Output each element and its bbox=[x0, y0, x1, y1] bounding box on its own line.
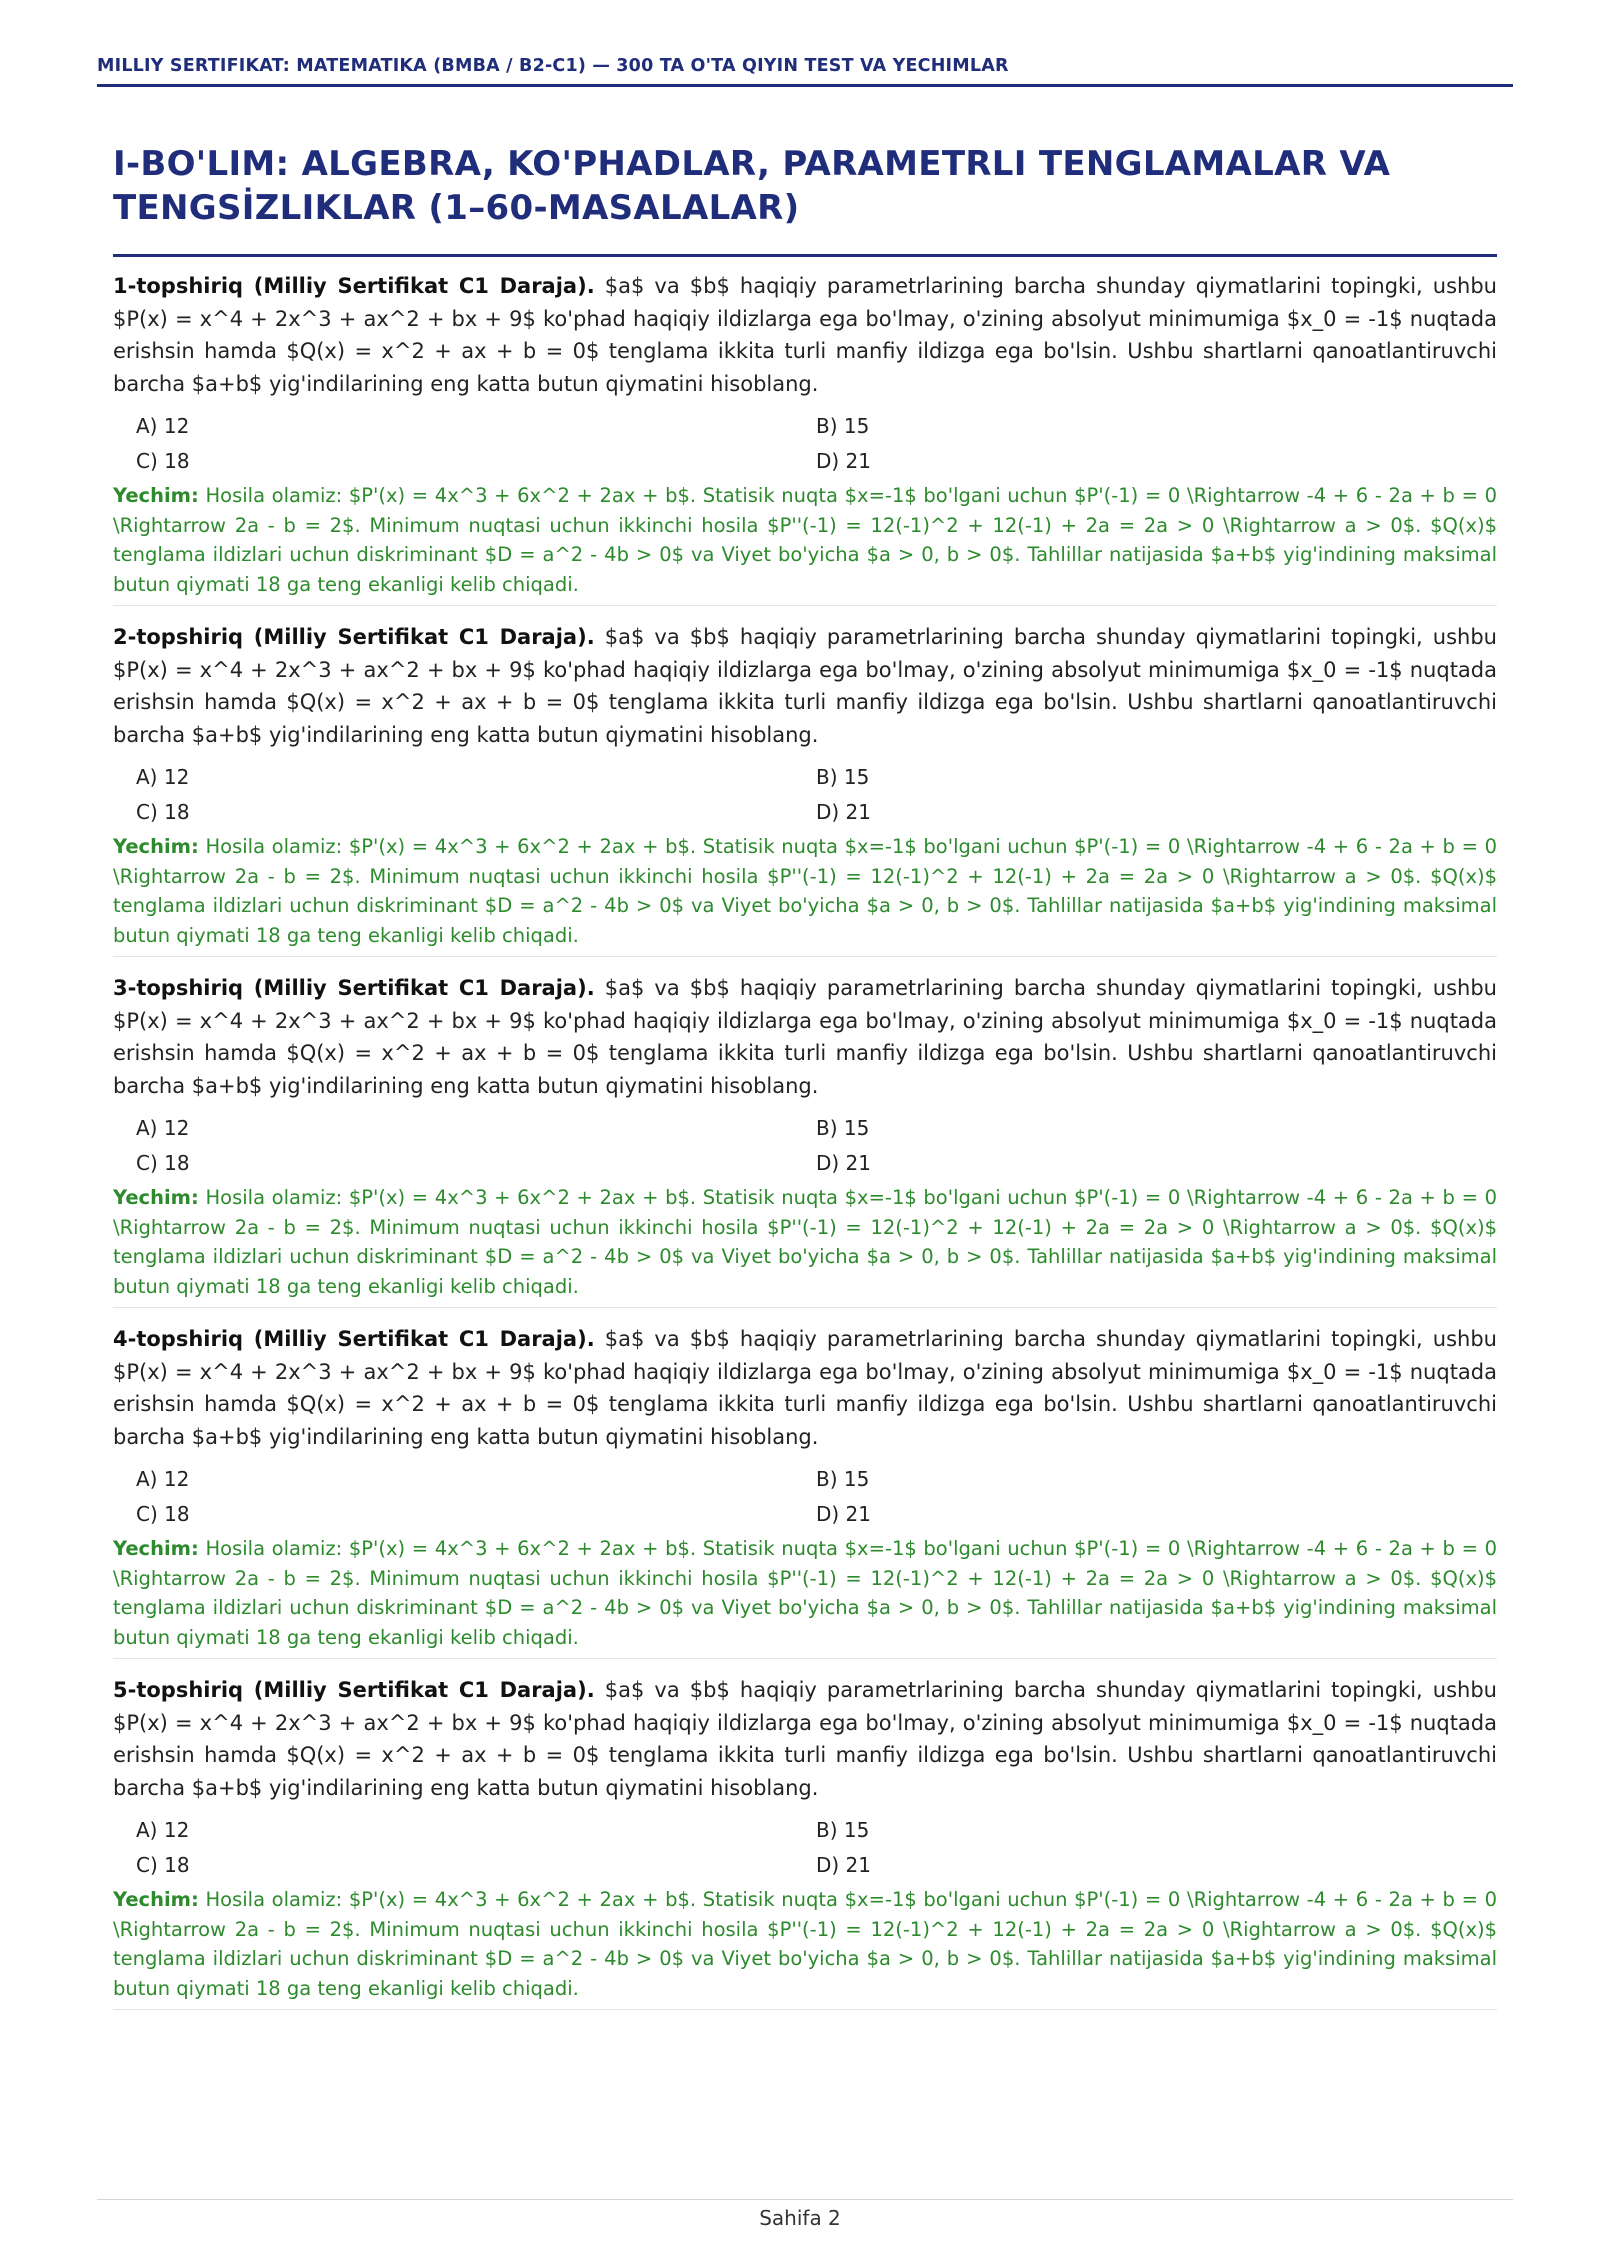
option-d: D) 21 bbox=[816, 1502, 872, 1526]
answer-options bbox=[136, 1111, 1497, 1181]
option-b: B) 15 bbox=[816, 1818, 870, 1842]
solution-text: Hosila olamiz: $P'(x) = 4x^3 + 6x^2 + 2ax + b$. Statisik nuqta $x=-1$ bo'lgani uchun $P'(-1) = 0 \Rightarrow -4 + 6 - 2a + b = 0 \Rightarrow 2a - b = 2$. Minimum nuqtasi uchun ikkinchi hosila $P''(-1) = 12(-1)^2 + 12(-1) + 2a = 2a > 0 \Rightarrow a > 0$. $Q(x)$ tenglama ildizlari uchun diskriminant $D = a^2 - 4b > 0$ va Viyet bo'yicha $a > 0, b > 0$. Tahlillar natijasida $a+b$ yig'indining maksimal butun qiymati 18 ga teng ekanligi kelib chiqadi. bbox=[113, 1186, 1498, 1298]
task-text: $a$ va $b$ haqiqiy parametrlarining barcha shunday qiymatlarini topingki, ushbu $P(x) = x^4 + 2x^3 + ax^2 + bx + 9$ ko'phad haqiqiy ildizlarga ega bo'lmay, o'zining absolyut minimumiga $x_0 = -1$ nuqtada erishsin hamda $Q(x) = x^2 + ax + b = 0$ tenglama ikkita turli manfiy ildizga ega bo'lsin. Ushbu shartlarni qanoatlantiruvchi barcha $a+b$ yig'indilarining eng katta butun qiymatini hisoblang. bbox=[113, 625, 1497, 747]
option-a: A) 12 bbox=[136, 765, 190, 789]
option-c: C) 18 bbox=[136, 1502, 190, 1526]
option-b: B) 15 bbox=[816, 765, 870, 789]
task-text: $a$ va $b$ haqiqiy parametrlarining barcha shunday qiymatlarini topingki, ushbu $P(x) = x^4 + 2x^3 + ax^2 + bx + 9$ ko'phad haqiqiy ildizlarga ega bo'lmay, o'zining absolyut minimumiga $x_0 = -1$ nuqtada erishsin hamda $Q(x) = x^2 + ax + b = 0$ tenglama ikkita turli manfiy ildizga ega bo'lsin. Ushbu shartlarni qanoatlantiruvchi barcha $a+b$ yig'indilarining eng katta butun qiymatini hisoblang. bbox=[113, 274, 1497, 396]
section-divider bbox=[113, 254, 1497, 257]
section-title: I-BO'LIM: ALGEBRA, KO'PHADLAR, PARAMETRLI TENGLAMALAR VA TENGSİZLIKLAR (1–60-MASALALAR) bbox=[113, 144, 1391, 228]
task-block bbox=[113, 1323, 1497, 1659]
task-statement bbox=[113, 972, 1497, 1102]
task-title: 4-topshiriq (Milliy Sertifikat C1 Daraja). bbox=[113, 1327, 595, 1351]
answer-options bbox=[136, 1813, 1497, 1883]
task-statement bbox=[113, 1674, 1497, 1804]
task-block bbox=[113, 621, 1497, 957]
option-b: B) 15 bbox=[816, 1467, 870, 1491]
page-header-title: MILLIY SERTIFIKAT: MATEMATIKA (BMBA / B2-C1) — 300 TA O'TA QIYIN TEST VA YECHIMLAR bbox=[97, 56, 1009, 76]
option-a: A) 12 bbox=[136, 1467, 190, 1491]
footer-divider bbox=[97, 2199, 1513, 2200]
task-text: $a$ va $b$ haqiqiy parametrlarining barcha shunday qiymatlarini topingki, ushbu $P(x) = x^4 + 2x^3 + ax^2 + bx + 9$ ko'phad haqiqiy ildizlarga ega bo'lmay, o'zining absolyut minimumiga $x_0 = -1$ nuqtada erishsin hamda $Q(x) = x^2 + ax + b = 0$ tenglama ikkita turli manfiy ildizga ega bo'lsin. Ushbu shartlarni qanoatlantiruvchi barcha $a+b$ yig'indilarining eng katta butun qiymatini hisoblang. bbox=[113, 1678, 1497, 1800]
task-statement bbox=[113, 270, 1497, 400]
option-b: B) 15 bbox=[816, 1116, 870, 1140]
option-c: C) 18 bbox=[136, 449, 190, 473]
solution bbox=[113, 481, 1497, 599]
task-block bbox=[113, 972, 1497, 1308]
option-c: C) 18 bbox=[136, 1151, 190, 1175]
solution bbox=[113, 1885, 1497, 2003]
solution-label: Yechim: bbox=[113, 1186, 199, 1209]
task-statement bbox=[113, 621, 1497, 751]
answer-options bbox=[136, 409, 1497, 479]
solution-label: Yechim: bbox=[113, 484, 199, 507]
task-text: $a$ va $b$ haqiqiy parametrlarining barcha shunday qiymatlarini topingki, ushbu $P(x) = x^4 + 2x^3 + ax^2 + bx + 9$ ko'phad haqiqiy ildizlarga ega bo'lmay, o'zining absolyut minimumiga $x_0 = -1$ nuqtada erishsin hamda $Q(x) = x^2 + ax + b = 0$ tenglama ikkita turli manfiy ildizga ega bo'lsin. Ushbu shartlarni qanoatlantiruvchi barcha $a+b$ yig'indilarining eng katta butun qiymatini hisoblang. bbox=[113, 1327, 1497, 1449]
option-d: D) 21 bbox=[816, 1151, 872, 1175]
solution-text: Hosila olamiz: $P'(x) = 4x^3 + 6x^2 + 2ax + b$. Statisik nuqta $x=-1$ bo'lgani uchun $P'(-1) = 0 \Rightarrow -4 + 6 - 2a + b = 0 \Rightarrow 2a - b = 2$. Minimum nuqtasi uchun ikkinchi hosila $P''(-1) = 12(-1)^2 + 12(-1) + 2a = 2a > 0 \Rightarrow a > 0$. $Q(x)$ tenglama ildizlari uchun diskriminant $D = a^2 - 4b > 0$ va Viyet bo'yicha $a > 0, b > 0$. Tahlillar natijasida $a+b$ yig'indining maksimal butun qiymati 18 ga teng ekanligi kelib chiqadi. bbox=[113, 1888, 1498, 2000]
solution-label: Yechim: bbox=[113, 835, 199, 858]
option-a: A) 12 bbox=[136, 414, 190, 438]
option-a: A) 12 bbox=[136, 1116, 190, 1140]
solution-text: Hosila olamiz: $P'(x) = 4x^3 + 6x^2 + 2ax + b$. Statisik nuqta $x=-1$ bo'lgani uchun $P'(-1) = 0 \Rightarrow -4 + 6 - 2a + b = 0 \Rightarrow 2a - b = 2$. Minimum nuqtasi uchun ikkinchi hosila $P''(-1) = 12(-1)^2 + 12(-1) + 2a = 2a > 0 \Rightarrow a > 0$. $Q(x)$ tenglama ildizlari uchun diskriminant $D = a^2 - 4b > 0$ va Viyet bo'yicha $a > 0, b > 0$. Tahlillar natijasida $a+b$ yig'indining maksimal butun qiymati 18 ga teng ekanligi kelib chiqadi. bbox=[113, 1537, 1498, 1649]
option-d: D) 21 bbox=[816, 800, 872, 824]
task-block bbox=[113, 270, 1497, 606]
option-c: C) 18 bbox=[136, 1853, 190, 1877]
solution bbox=[113, 1534, 1497, 1652]
task-block bbox=[113, 1674, 1497, 2010]
solution-label: Yechim: bbox=[113, 1537, 199, 1560]
task-text: $a$ va $b$ haqiqiy parametrlarining barcha shunday qiymatlarini topingki, ushbu $P(x) = x^4 + 2x^3 + ax^2 + bx + 9$ ko'phad haqiqiy ildizlarga ega bo'lmay, o'zining absolyut minimumiga $x_0 = -1$ nuqtada erishsin hamda $Q(x) = x^2 + ax + b = 0$ tenglama ikkita turli manfiy ildizga ega bo'lsin. Ushbu shartlarni qanoatlantiruvchi barcha $a+b$ yig'indilarining eng katta butun qiymatini hisoblang. bbox=[113, 976, 1497, 1098]
task-title: 5-topshiriq (Milliy Sertifikat C1 Daraja). bbox=[113, 1678, 595, 1702]
page-number: Sahifa 2 bbox=[759, 2206, 841, 2230]
option-b: B) 15 bbox=[816, 414, 870, 438]
solution-text: Hosila olamiz: $P'(x) = 4x^3 + 6x^2 + 2ax + b$. Statisik nuqta $x=-1$ bo'lgani uchun $P'(-1) = 0 \Rightarrow -4 + 6 - 2a + b = 0 \Rightarrow 2a - b = 2$. Minimum nuqtasi uchun ikkinchi hosila $P''(-1) = 12(-1)^2 + 12(-1) + 2a = 2a > 0 \Rightarrow a > 0$. $Q(x)$ tenglama ildizlari uchun diskriminant $D = a^2 - 4b > 0$ va Viyet bo'yicha $a > 0, b > 0$. Tahlillar natijasida $a+b$ yig'indining maksimal butun qiymati 18 ga teng ekanligi kelib chiqadi. bbox=[113, 484, 1498, 596]
option-c: C) 18 bbox=[136, 800, 190, 824]
task-title: 1-topshiriq (Milliy Sertifikat C1 Daraja). bbox=[113, 274, 595, 298]
answer-options bbox=[136, 760, 1497, 830]
solution-text: Hosila olamiz: $P'(x) = 4x^3 + 6x^2 + 2ax + b$. Statisik nuqta $x=-1$ bo'lgani uchun $P'(-1) = 0 \Rightarrow -4 + 6 - 2a + b = 0 \Rightarrow 2a - b = 2$. Minimum nuqtasi uchun ikkinchi hosila $P''(-1) = 12(-1)^2 + 12(-1) + 2a = 2a > 0 \Rightarrow a > 0$. $Q(x)$ tenglama ildizlari uchun diskriminant $D = a^2 - 4b > 0$ va Viyet bo'yicha $a > 0, b > 0$. Tahlillar natijasida $a+b$ yig'indining maksimal butun qiymati 18 ga teng ekanligi kelib chiqadi. bbox=[113, 835, 1498, 947]
task-statement bbox=[113, 1323, 1497, 1453]
answer-options bbox=[136, 1462, 1497, 1532]
task-list bbox=[113, 270, 1497, 2025]
solution bbox=[113, 832, 1497, 950]
solution-label: Yechim: bbox=[113, 1888, 199, 1911]
solution bbox=[113, 1183, 1497, 1301]
option-a: A) 12 bbox=[136, 1818, 190, 1842]
task-title: 3-topshiriq (Milliy Sertifikat C1 Daraja). bbox=[113, 976, 595, 1000]
option-d: D) 21 bbox=[816, 449, 872, 473]
option-d: D) 21 bbox=[816, 1853, 872, 1877]
task-title: 2-topshiriq (Milliy Sertifikat C1 Daraja). bbox=[113, 625, 595, 649]
header-divider bbox=[97, 84, 1513, 87]
